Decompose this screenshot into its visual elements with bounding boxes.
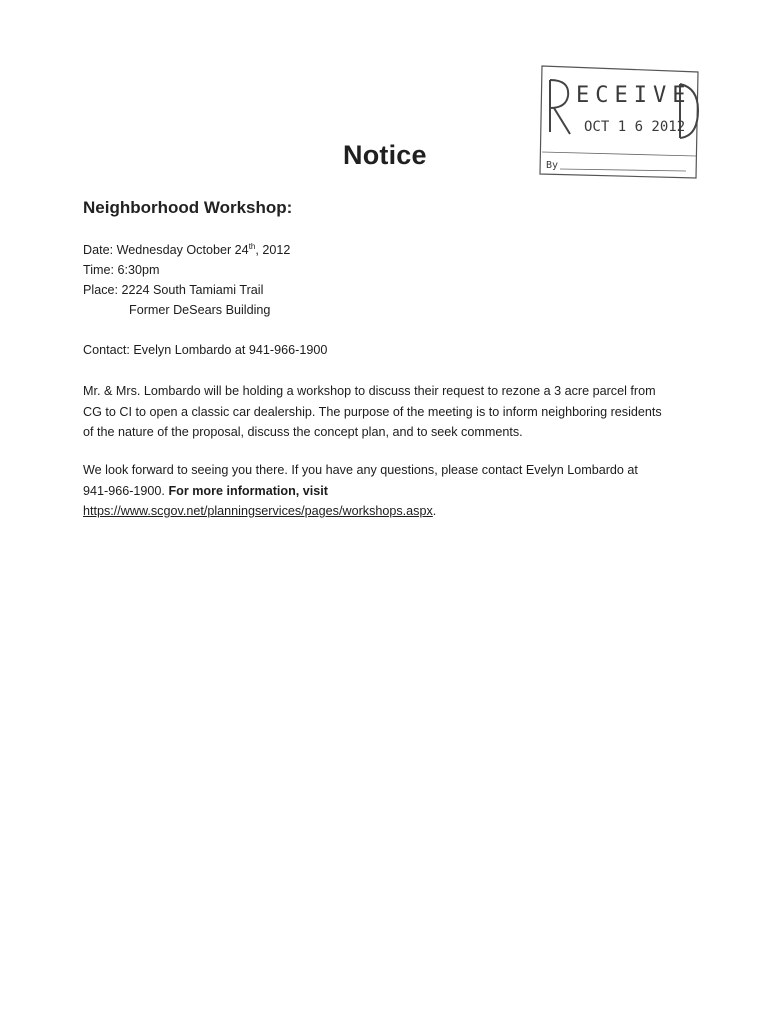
place-line: Place: 2224 South Tamiami Trail bbox=[83, 283, 264, 297]
place-line-2: Former DeSears Building bbox=[129, 303, 271, 317]
more-info-text: For more information, visit bbox=[168, 483, 328, 498]
stamp-word: ECEIVE bbox=[576, 83, 692, 108]
closing-paragraph: We look forward to seeing you there. If you have any questions, please contact Evelyn Lombardo at 941-966-1900. For more information, visit https://www.scgov.net/planningservices/pages/workshops.aspx. bbox=[83, 463, 638, 518]
workshops-link[interactable]: https://www.scgov.net/planningservices/pages/workshops.aspx bbox=[83, 504, 433, 518]
stamp-date: OCT 1 6 2012 bbox=[584, 119, 686, 135]
contact-line: Contact: Evelyn Lombardo at 941-966-1900 bbox=[83, 343, 328, 357]
stamp-by-label: By bbox=[546, 160, 559, 171]
description-paragraph: Mr. & Mrs. Lombardo will be holding a workshop to discuss their request to rezone a 3 acre parcel from CG to CI to open a classic car dealership. The purpose of the meeting is to inform neighboring residents of the nature of the proposal, discuss the concept plan, and to seek comments. bbox=[83, 384, 662, 439]
time-line: Time: 6:30pm bbox=[83, 263, 160, 277]
section-heading: Neighborhood Workshop: bbox=[83, 198, 293, 217]
date-line: Date: Wednesday October 24th, 2012 bbox=[83, 241, 291, 257]
received-stamp bbox=[536, 62, 704, 182]
page-title: Notice bbox=[343, 140, 427, 170]
